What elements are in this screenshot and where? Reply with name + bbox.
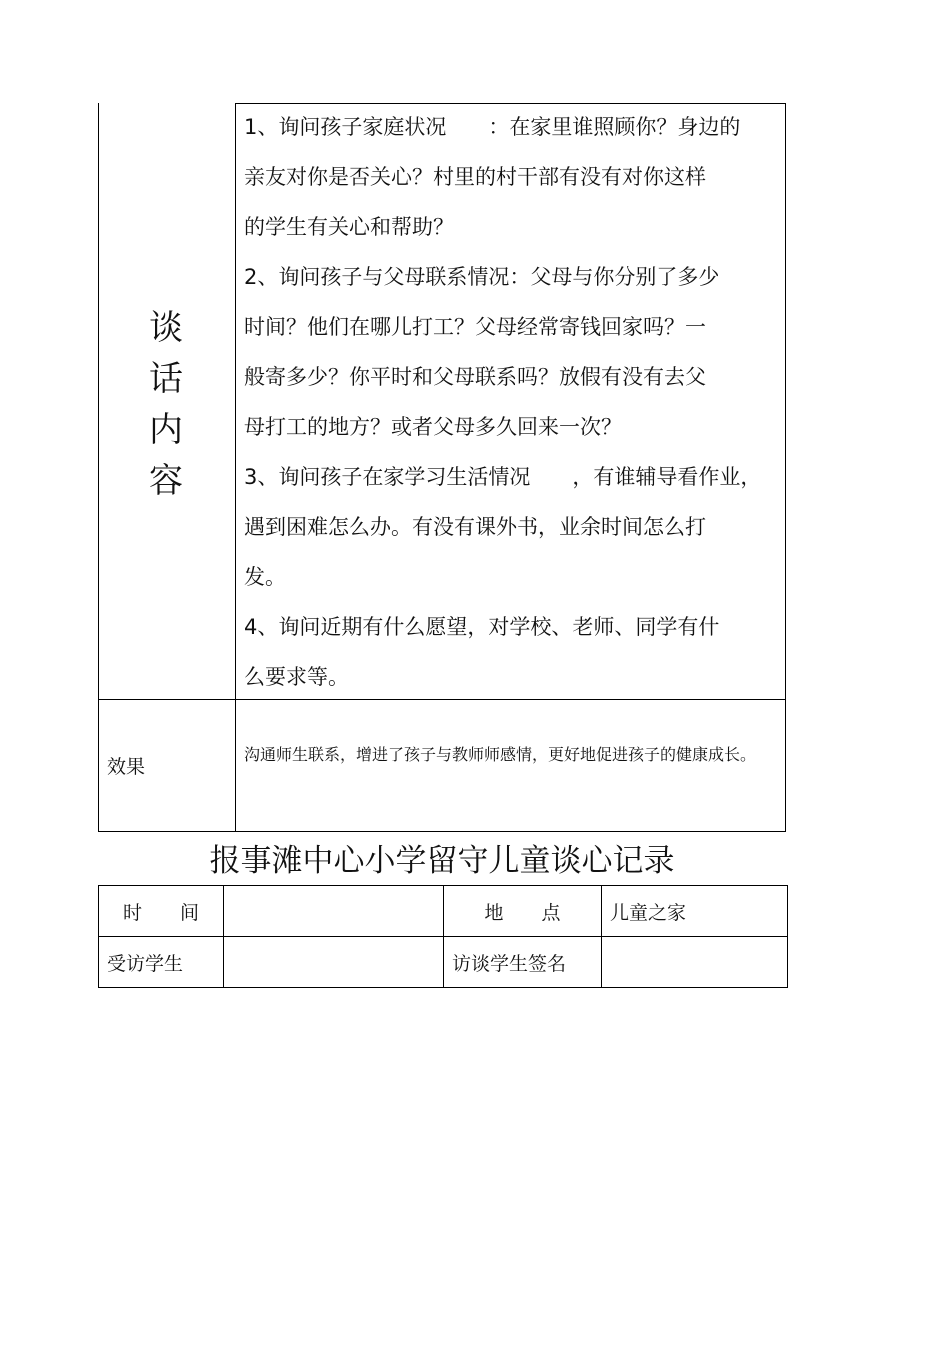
talk-line: 2、询问孩子与父母联系情况：父母与你分别了多少 — [244, 265, 720, 289]
talk-line: 时间？他们在哪儿打工？父母经常寄钱回家吗？一 — [244, 315, 706, 339]
talk-line: 么要求等。 — [244, 665, 349, 689]
talk-content-text — [244, 102, 779, 702]
effect-label: 效果 — [107, 756, 146, 778]
student-label: 受访学生 — [99, 937, 224, 988]
student-value-field[interactable] — [224, 937, 444, 988]
talk-line: 1、询问孩子家庭状况 ：在家里谁照顾你？身边的 — [244, 115, 741, 139]
talk-content-label-char: 内 — [149, 410, 183, 450]
talk-line: 发。 — [244, 565, 286, 589]
time-value-field[interactable] — [224, 886, 444, 937]
talk-line: 亲友对你是否关心？村里的村干部有没有对你这样 — [244, 165, 706, 189]
record-row-student — [99, 937, 788, 988]
record-row-time-place — [99, 886, 788, 937]
talk-content-label — [140, 303, 192, 507]
place-value[interactable]: 儿童之家 — [602, 886, 788, 937]
talk-line: 4、询问近期有什么愿望，对学校、老师、同学有什 — [244, 615, 720, 639]
signature-label: 访谈学生签名 — [444, 937, 602, 988]
effect-text: 沟通师生联系，增进了孩子与教师师感情，更好地促进孩子的健康成长。 — [244, 745, 757, 764]
record-title: 报事滩中心小学留守儿童谈心记录 — [209, 843, 675, 879]
record-table — [98, 885, 788, 988]
effect-row-divider — [235, 699, 236, 832]
place-label: 地 点 — [444, 886, 602, 937]
table-border-left — [98, 103, 99, 700]
talk-line: 母打工的地方？或者父母多久回来一次？ — [244, 415, 622, 439]
signature-value-field[interactable] — [602, 937, 788, 988]
talk-content-label-char: 谈 — [149, 308, 183, 348]
talk-content-label-char: 容 — [149, 461, 183, 501]
talk-line: 遇到困难怎么办。有没有课外书，业余时间怎么打 — [244, 515, 706, 539]
talk-line: 的学生有关心和帮助？ — [244, 215, 454, 239]
talk-line: 3、询问孩子在家学习生活情况 ，有谁辅导看作业， — [244, 465, 762, 489]
time-label: 时 间 — [99, 886, 224, 937]
talk-line: 般寄多少？你平时和父母联系吗？放假有没有去父 — [244, 365, 706, 389]
talk-content-label-char: 话 — [149, 359, 183, 399]
